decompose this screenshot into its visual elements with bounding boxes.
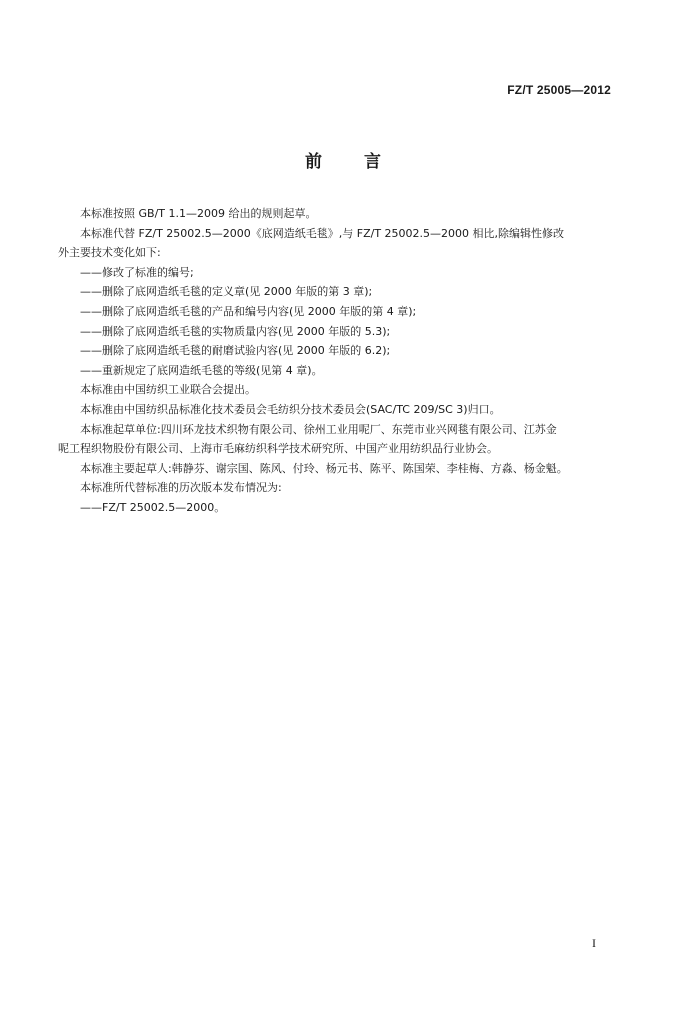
paragraph-replaces-line-2: 外主要技术变化如下: <box>58 246 161 260</box>
title-char-1: 前 <box>305 152 322 172</box>
paragraph-main-drafters: 本标准主要起草人:韩静芬、谢宗国、陈风、付玲、杨元书、陈平、陈国荣、李桂梅、方淼、杨金魁。 <box>80 461 568 475</box>
change-item: ——删除了底网造纸毛毯的定义章(见 2000 年版的第 3 章); <box>80 285 373 299</box>
paragraph-replaces-line-1: 本标准代替 FZ/T 25002.5—2000《底网造纸毛毯》,与 FZ/T 25002.5—2000 相比,除编辑性修改 <box>80 226 565 240</box>
change-item: ——删除了底网造纸毛毯的实物质量内容(见 2000 年版的 5.3); <box>80 324 391 338</box>
paragraph-drafting-units-line-2: 呢工程织物股份有限公司、上海市毛麻纺织科学技术研究所、中国产业用纺织品行业协会。 <box>58 442 498 456</box>
paragraph-under-jurisdiction: 本标准由中国纺织品标准化技术委员会毛纺织分技术委员会(SAC/TC 209/SC 3)归口。 <box>80 402 501 416</box>
change-item: ——修改了标准的编号; <box>80 265 194 279</box>
change-item: ——删除了底网造纸毛毯的耐磨试验内容(见 2000 年版的 6.2); <box>80 344 391 358</box>
paragraph-drafting-units-line-1: 本标准起草单位:四川环龙技术织物有限公司、徐州工业用呢厂、东莞市业兴网毯有限公司、江苏金 <box>80 422 557 436</box>
paragraph-proposed-by: 本标准由中国纺织工业联合会提出。 <box>80 383 256 397</box>
preface-body <box>58 204 628 518</box>
page-number: I <box>592 936 596 950</box>
change-item: ——重新规定了底网造纸毛毯的等级(见第 4 章)。 <box>80 363 323 377</box>
page-title <box>0 147 686 172</box>
paragraph-drafting-rules: 本标准按照 GB/T 1.1—2009 给出的规则起草。 <box>80 207 317 220</box>
title-char-2: 言 <box>364 152 381 172</box>
standard-code: FZ/T 25005—2012 <box>507 83 611 97</box>
previous-edition-item: ——FZ/T 25002.5—2000。 <box>80 500 226 514</box>
paragraph-previous-editions: 本标准所代替标准的历次版本发布情况为: <box>80 481 282 495</box>
change-item: ——删除了底网造纸毛毯的产品和编号内容(见 2000 年版的第 4 章); <box>80 304 417 318</box>
